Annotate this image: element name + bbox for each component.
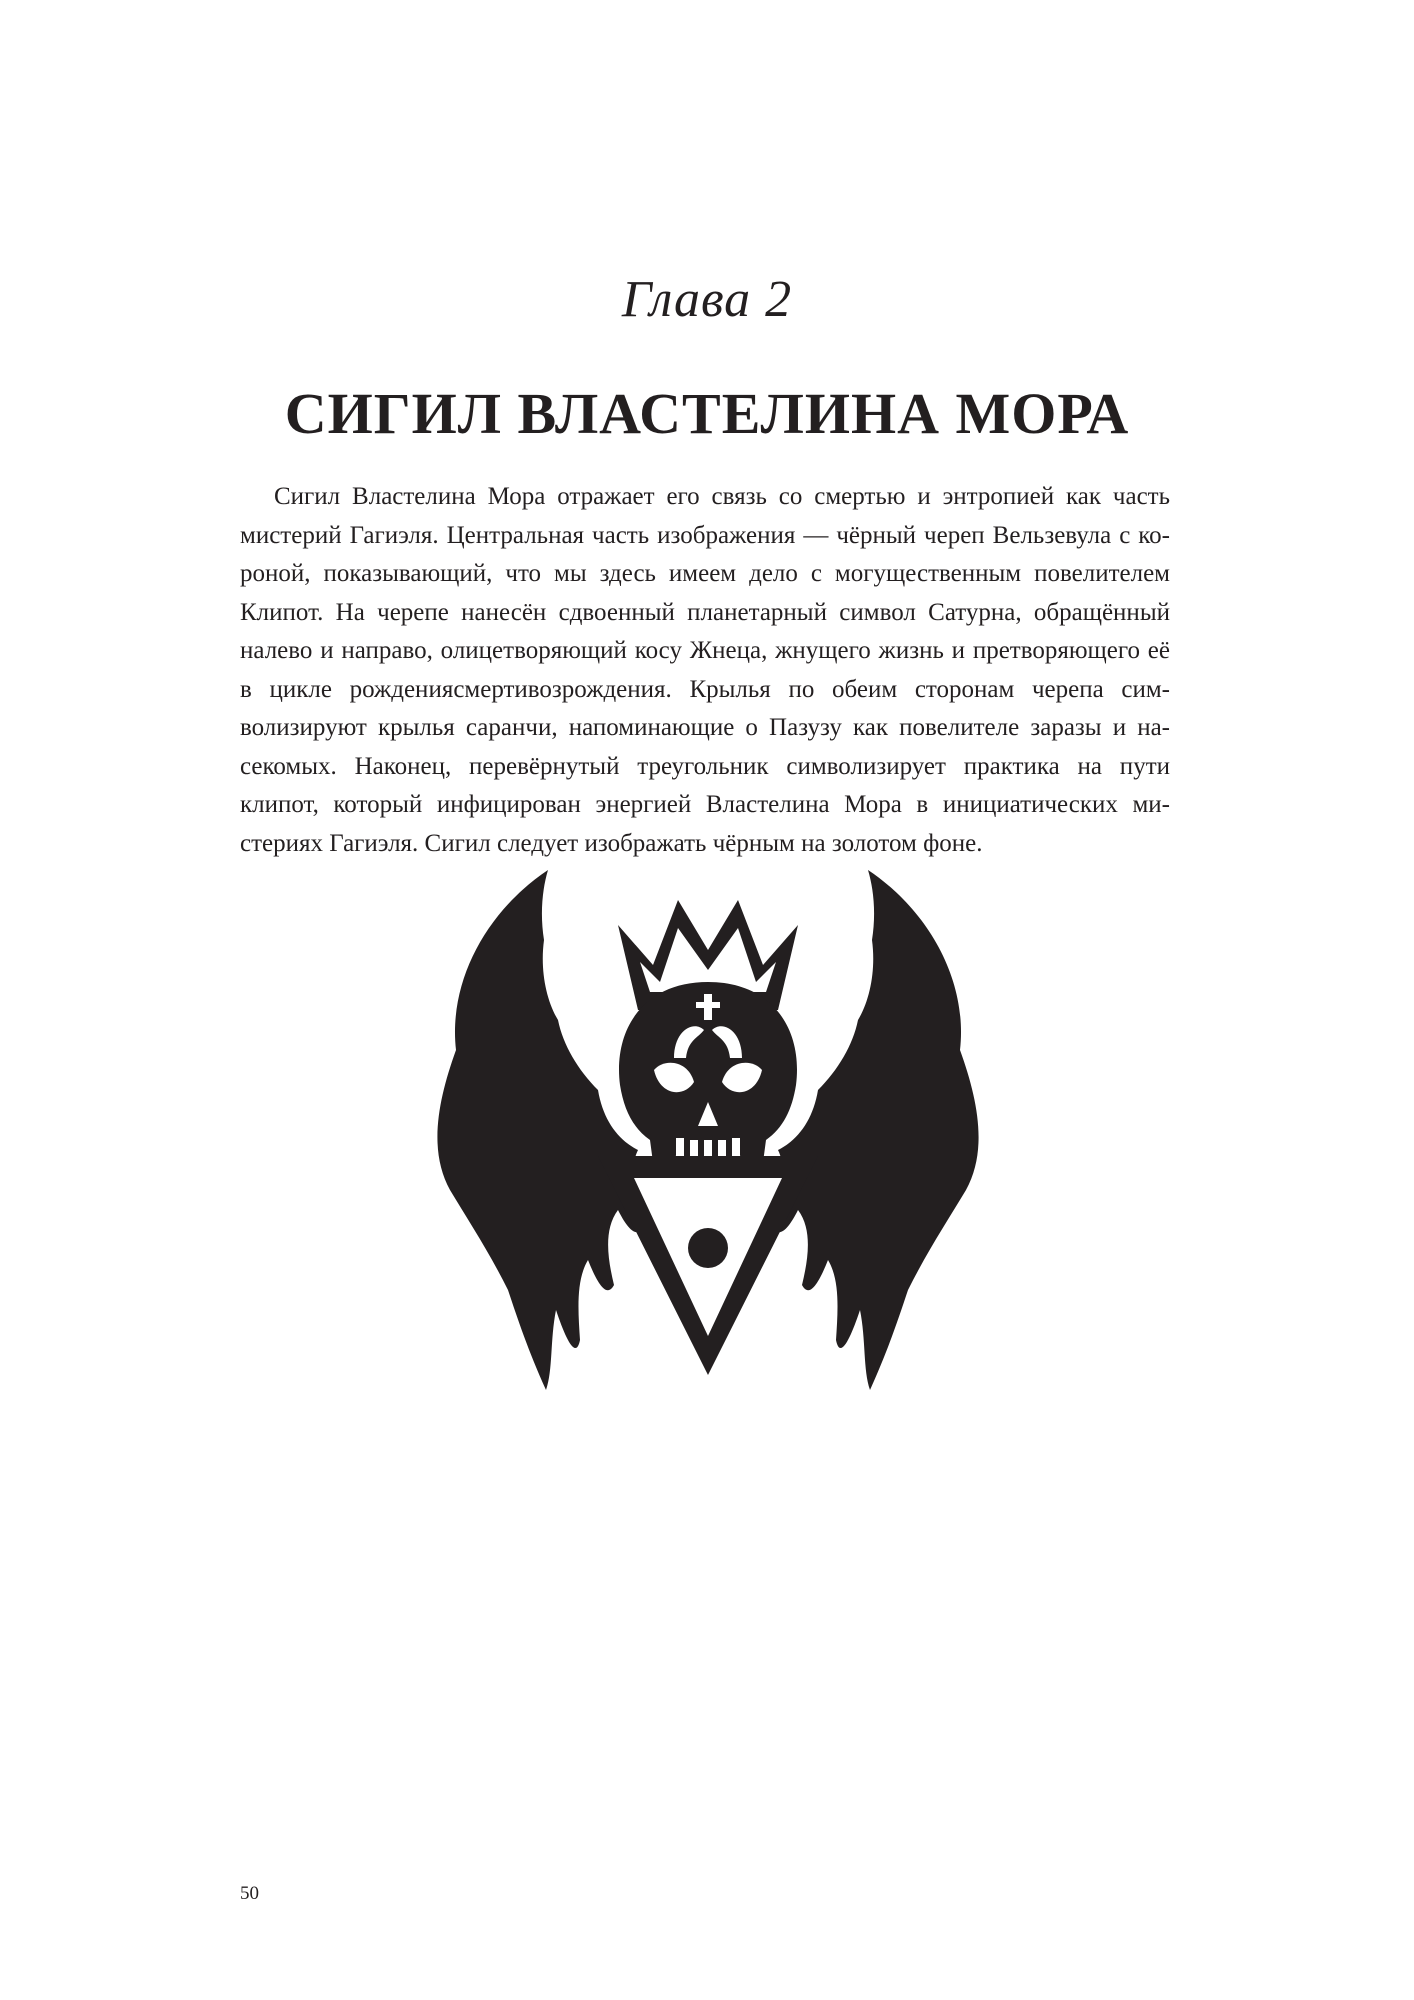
body-text bbox=[240, 478, 1170, 863]
right-wing-icon bbox=[772, 870, 979, 1390]
chapter-label: Глава 2 bbox=[621, 271, 793, 328]
chapter-title: СИГИЛ ВЛАСТЕЛИНА МОРА bbox=[284, 381, 1130, 446]
left-wing-icon bbox=[437, 870, 644, 1390]
page-number: 50 bbox=[240, 1883, 259, 1904]
triangle-dot-icon bbox=[688, 1228, 728, 1268]
sigil-of-lord-of-pestilence-icon bbox=[428, 870, 988, 1410]
body-paragraph: Сигил Властелина Мора отражает его связь со смертью и энтропией как часть мистерий Гагиэля. Центральная часть изображения — чёрный череп Вельзевула с короной, показывающий, что мы здесь имеем дело с могущественным повелителем Клипот. На черепе нанесён сдвоенный планетарный символ Сатурна, обращённый налево и направо, олицетворяющий косу Жнеца, жнущего жизнь и претворяющего её в цикле рождениясмертивозрождения. Крылья по обеим сторонам черепа символизируют крылья саранчи, напоминающие о Пазузу как повелителе заразы и насекомых. Наконец, перевёрнутый треугольник символизирует практика на пути клипот, который инфицирован энергией Властелина Мора в инициатических мистериях Гагиэля. Сигил следует изображать чёрным на золотом фоне. bbox=[240, 483, 1170, 857]
